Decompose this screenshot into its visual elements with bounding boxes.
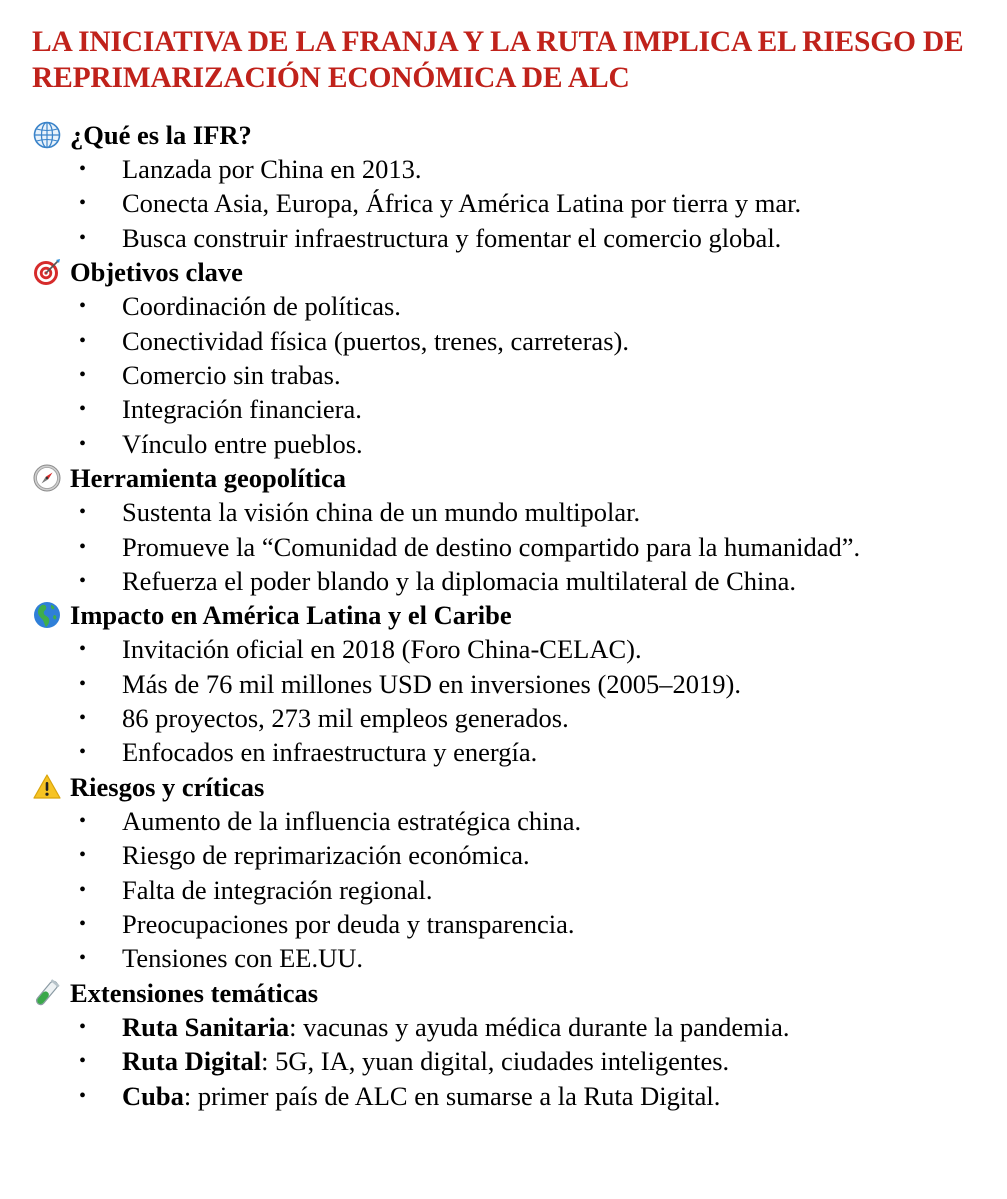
list-item-text: Lanzada por China en 2013. xyxy=(122,154,422,184)
sections-container xyxy=(32,118,987,1113)
list-item-text: Refuerza el poder blando y la diplomacia multilateral de China. xyxy=(122,565,797,596)
list-item xyxy=(32,1079,987,1113)
list-item-text: Comercio sin trabas. xyxy=(122,359,341,390)
list-item xyxy=(32,358,987,392)
bullet-list xyxy=(32,495,987,598)
list-item xyxy=(32,152,987,186)
list-item-text: Tensiones con EE.UU. xyxy=(122,943,364,974)
list-item-text: Conectividad física (puertos, trenes, carreteras). xyxy=(122,325,629,356)
section-heading xyxy=(32,118,987,152)
list-item xyxy=(32,873,987,907)
document-title: LA INICIATIVA DE LA FRANJA Y LA RUTA IMPLICA EL RIESGO DE REPRIMARIZACIÓN ECONÓMICA DE ALC xyxy=(32,26,964,94)
list-item-text: Sustenta la visión china de un mundo multipolar. xyxy=(122,497,641,528)
list-item xyxy=(32,838,987,872)
list-item xyxy=(32,427,987,461)
bullet-icon: • xyxy=(79,913,87,936)
direct-hit-target-icon xyxy=(32,257,64,287)
list-item-text: Falta de integración regional. xyxy=(122,874,433,905)
list-item xyxy=(32,530,987,564)
list-item xyxy=(32,804,987,838)
bullet-list xyxy=(32,632,987,770)
section-heading xyxy=(32,255,987,289)
compass-icon xyxy=(32,463,64,493)
bullet-icon: • xyxy=(79,1050,87,1073)
bullet-icon: • xyxy=(79,226,87,249)
list-item xyxy=(32,392,987,426)
list-item-text: Preocupaciones por deuda y transparencia. xyxy=(122,909,575,940)
section-objetivos-clave xyxy=(32,255,987,461)
section-heading xyxy=(32,461,987,495)
globe-americas-icon xyxy=(32,600,64,630)
bullet-icon: • xyxy=(79,1084,87,1107)
section-heading-text: Extensiones temáticas xyxy=(70,977,319,1008)
globe-with-meridians-icon xyxy=(32,120,64,150)
list-item-bold-term: Cuba xyxy=(122,1080,184,1111)
bullet-list xyxy=(32,289,987,461)
list-item xyxy=(32,667,987,701)
bullet-icon: • xyxy=(79,569,87,592)
bullet-list xyxy=(32,804,987,976)
section-heading-text: Riesgos y críticas xyxy=(70,771,265,802)
list-item-text: Promueve la “Comunidad de destino compartido para la humanidad”. xyxy=(122,531,861,562)
list-item xyxy=(32,495,987,529)
section-heading xyxy=(32,598,987,632)
bullet-icon: • xyxy=(79,741,87,764)
list-item xyxy=(32,941,987,975)
section-impacto-alc xyxy=(32,598,987,770)
list-item xyxy=(32,907,987,941)
section-heading xyxy=(32,770,987,804)
list-item xyxy=(32,1044,987,1078)
bullet-icon: • xyxy=(79,295,87,318)
section-extensiones-tematicas xyxy=(32,976,987,1113)
list-item xyxy=(32,632,987,666)
list-item-text: Enfocados en infraestructura y energía. xyxy=(122,737,538,768)
section-heading-text: ¿Qué es la IFR? xyxy=(70,120,252,150)
list-item-text: : 5G, IA, yuan digital, ciudades inteligentes. xyxy=(261,1046,730,1077)
bullet-icon: • xyxy=(79,947,87,970)
bullet-icon: • xyxy=(79,638,87,661)
list-item xyxy=(32,186,987,220)
section-riesgos-criticas xyxy=(32,770,987,976)
bullet-icon: • xyxy=(79,158,87,180)
list-item-text: Busca construir infraestructura y fomentar el comercio global. xyxy=(122,222,782,253)
bullet-icon: • xyxy=(79,501,87,524)
section-heading-text: Herramienta geopolítica xyxy=(70,463,346,494)
list-item-text: : vacunas y ayuda médica durante la pandemia. xyxy=(289,1011,790,1042)
list-item-text: 86 proyectos, 273 mil empleos generados. xyxy=(122,703,569,734)
bullet-icon: • xyxy=(79,809,87,832)
bullet-list xyxy=(32,152,987,255)
section-que-es-ifr xyxy=(32,118,987,255)
section-herramienta-geopolitica xyxy=(32,461,987,598)
bullet-icon: • xyxy=(79,707,87,730)
bullet-icon: • xyxy=(79,1015,87,1038)
list-item-text: Riesgo de reprimarización económica. xyxy=(122,840,530,871)
list-item xyxy=(32,1010,987,1044)
list-item-text: Coordinación de políticas. xyxy=(122,291,401,322)
list-item-bold-term: Ruta Sanitaria xyxy=(122,1011,290,1042)
bullet-icon: • xyxy=(79,329,87,352)
list-item-text: Aumento de la influencia estratégica china. xyxy=(122,805,582,836)
bullet-icon: • xyxy=(79,878,87,901)
list-item-text: Vínculo entre pueblos. xyxy=(122,428,363,459)
bullet-icon: • xyxy=(79,432,87,455)
test-tube-icon xyxy=(32,978,64,1008)
bullet-icon: • xyxy=(79,363,87,386)
section-heading-text: Objetivos clave xyxy=(70,257,243,288)
list-item-bold-term: Ruta Digital xyxy=(122,1046,262,1077)
bullet-icon: • xyxy=(79,672,87,695)
bullet-icon: • xyxy=(79,844,87,867)
section-heading-text: Impacto en América Latina y el Caribe xyxy=(70,600,512,631)
bullet-icon: • xyxy=(79,398,87,421)
list-item xyxy=(32,289,987,323)
list-item xyxy=(32,221,987,255)
bullet-icon: • xyxy=(79,192,87,215)
list-item xyxy=(32,701,987,735)
list-item xyxy=(32,735,987,769)
list-item-text: Invitación oficial en 2018 (Foro China-CELAC). xyxy=(122,634,642,665)
list-item-text: Conecta Asia, Europa, África y América Latina por tierra y mar. xyxy=(122,188,802,219)
list-item xyxy=(32,564,987,598)
list-item-text: Integración financiera. xyxy=(122,394,362,425)
list-item-text: : primer país de ALC en sumarse a la Ruta Digital. xyxy=(183,1080,721,1111)
list-item xyxy=(32,324,987,358)
warning-icon xyxy=(32,772,64,802)
section-heading xyxy=(32,976,987,1010)
bullet-list xyxy=(32,1010,987,1113)
bullet-icon: • xyxy=(79,535,87,558)
list-item-text: Más de 76 mil millones USD en inversiones (2005–2019). xyxy=(122,668,742,699)
